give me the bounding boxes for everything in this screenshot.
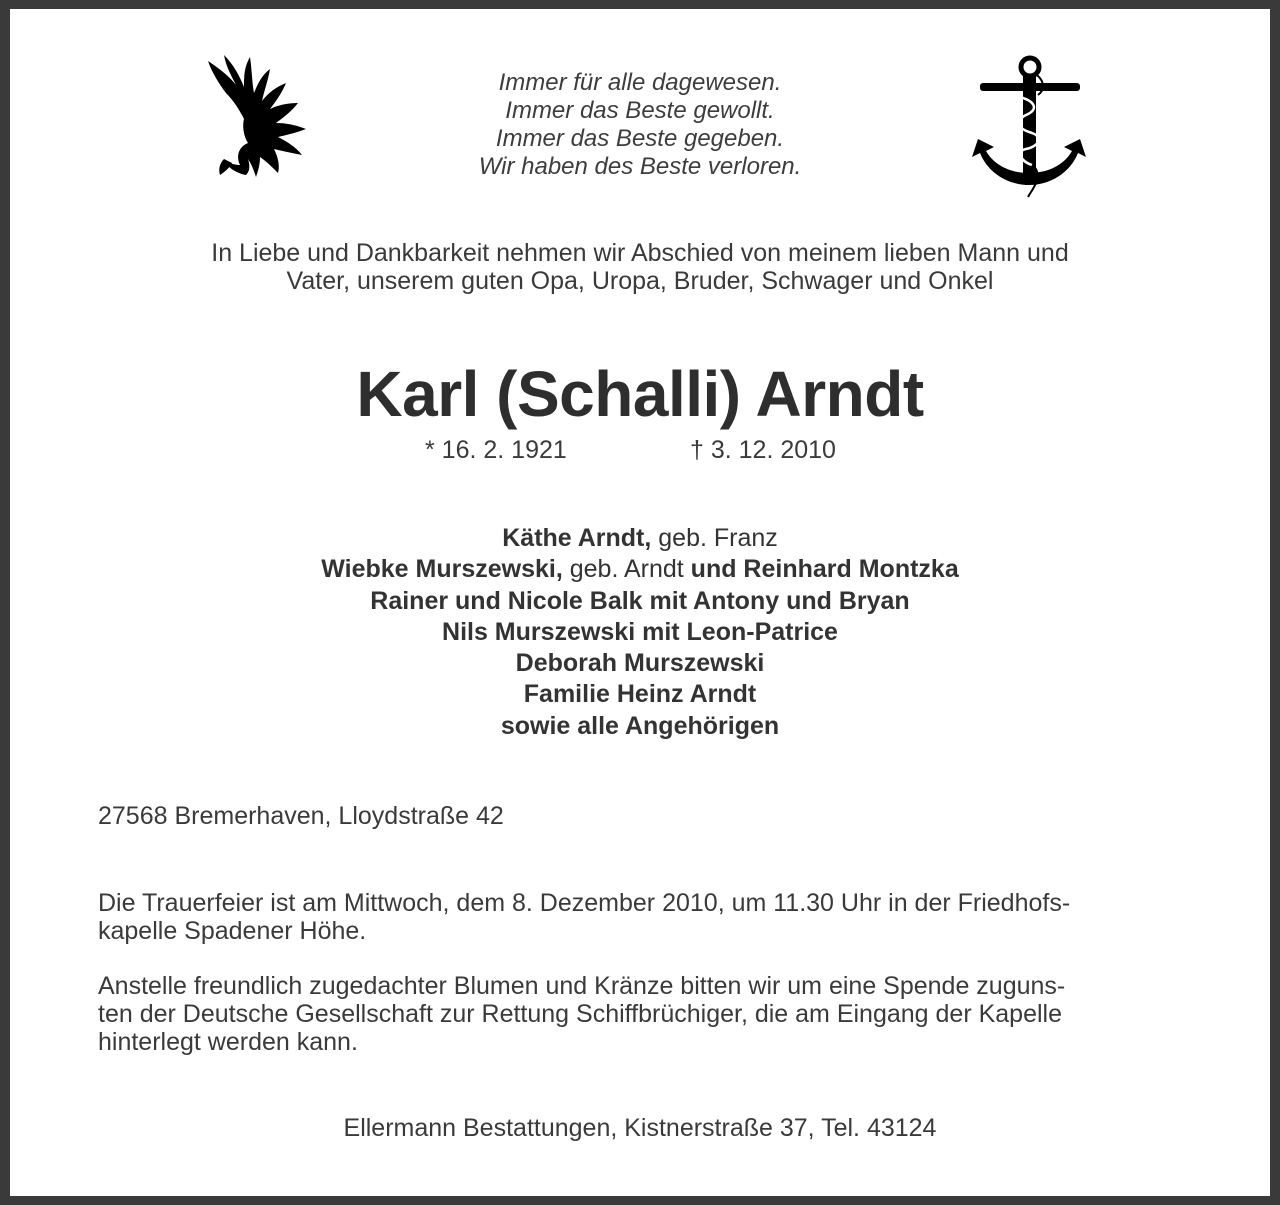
mourner-line [70, 554, 1210, 585]
intro-line: Vater, unserem guten Opa, Uropa, Bruder, Schwager und Onkel [286, 267, 994, 295]
quote-line: Immer das Beste gewollt. [505, 97, 775, 124]
mourner-name: und Reinhard Montzka [690, 555, 959, 584]
donation-info [98, 972, 1188, 1056]
funeral-line: Die Trauerfeier ist am Mittwoch, dem 8. Dezember 2010, um 11.30 Uhr in der Friedhofs- [98, 889, 1071, 917]
quote-line: Immer für alle dagewesen. [498, 69, 782, 96]
mourner-line: Deborah Murszewski [515, 649, 765, 678]
funeral-info [98, 889, 1188, 945]
quote-line: Immer das Beste gegeben. [495, 125, 785, 152]
mourner-line: Familie Heinz Arndt [523, 680, 757, 709]
donation-line: ten der Deutsche Gesellschaft zur Rettung Schiffbrüchiger, die am Eingang der Kapelle [98, 1000, 1062, 1028]
funeral-line: kapelle Spadener Höhe. [98, 917, 367, 945]
funeral-home-footer: Ellermann Bestattungen, Kistnerstraße 37, Tel. 43124 [343, 1114, 937, 1142]
quote-line: Wir haben des Beste verloren. [478, 153, 802, 180]
family-address: 27568 Bremerhaven, Lloydstraße 42 [98, 802, 504, 830]
death-date: † 3. 12. 2010 [690, 436, 836, 464]
mourner-name: Wiebke Murszewski, [321, 555, 563, 584]
anchor-icon [968, 53, 1090, 199]
mourner-line: Nils Murszewski mit Leon-Patrice [442, 617, 838, 646]
obituary-notice [10, 9, 1270, 1196]
mourner-line [70, 523, 1210, 554]
antler-icon [196, 47, 316, 193]
memorial-quote [340, 69, 940, 181]
deceased-name: Karl (Schalli) Arndt [356, 358, 924, 430]
mourner-maiden: geb. Franz [651, 524, 778, 552]
mourner-name: Käthe Arndt, [502, 524, 652, 552]
intro-text [70, 239, 1210, 295]
mourner-line: Rainer und Nicole Balk mit Antony und Bryan [370, 586, 910, 615]
donation-line: hinterlegt werden kann. [98, 1028, 358, 1056]
birth-date: * 16. 2. 1921 [425, 436, 567, 464]
mourner-maiden: geb. Arndt [562, 555, 691, 584]
mourners-list [70, 523, 1210, 742]
intro-line: In Liebe und Dankbarkeit nehmen wir Abschied von meinem lieben Mann und [211, 239, 1069, 267]
mourner-line: sowie alle Angehörigen [500, 711, 780, 740]
donation-line: Anstelle freundlich zugedachter Blumen und Kränze bitten wir um eine Spende zuguns- [98, 972, 1066, 1000]
